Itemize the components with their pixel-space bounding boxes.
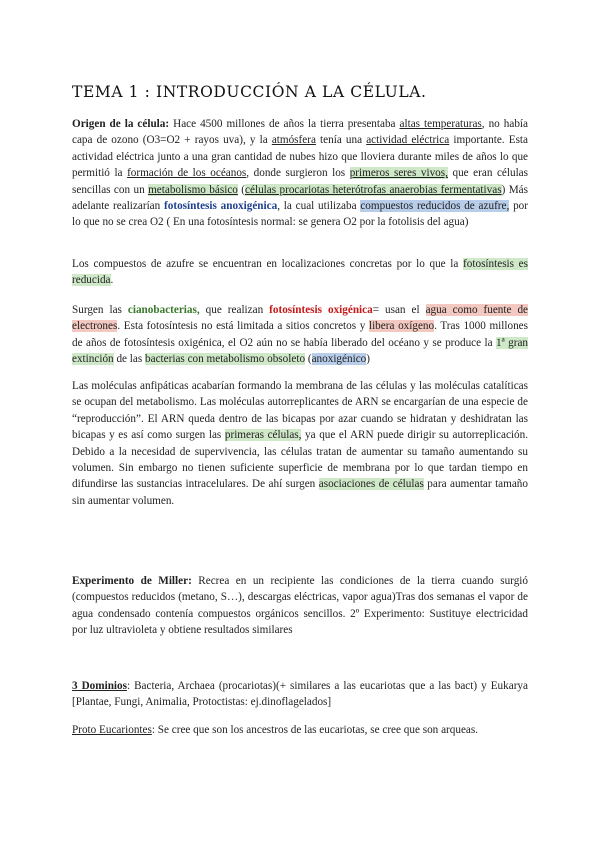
highlight-red-text: fotosíntesis oxigénica <box>269 304 373 316</box>
underlined-term: atmósfera <box>271 134 316 147</box>
section-label: Proto Eucariontes <box>72 724 152 736</box>
highlight-green: primeros seres vivos, <box>349 167 448 180</box>
text: ( <box>305 353 312 366</box>
text: por lo que no se crea O2 ( En una fotosíntesis normal: se genera O2 por la fotolisis del agua) <box>72 200 528 229</box>
highlight-green: células procariotas heterótrofas anaerobias fermentativas <box>245 183 502 196</box>
text: . <box>110 274 114 287</box>
text: ( <box>237 183 246 196</box>
text: . Tras 1000 millones de años de fotosíntesis oxigénica, el O2 aún no se había liberado del océano y se produce la <box>72 320 528 349</box>
text: , la cual utilizaba <box>277 200 361 213</box>
text: Surgen las <box>72 304 128 316</box>
text: que realizan <box>199 304 270 316</box>
text: , donde surgieron los <box>246 167 350 180</box>
text: importante. Esta actividad eléctrica junto a una gran cantidad de nubes hizo que lloviera durante miles de años lo que permitió la <box>72 134 528 180</box>
section-label: Origen de la célula: <box>72 118 170 130</box>
highlight-green: fotosíntesis es reducida <box>72 258 528 287</box>
highlight-green: primeras células, <box>224 429 302 442</box>
underlined-term: formación de los océanos <box>127 167 247 180</box>
paragraph-dominios <box>72 678 528 711</box>
paragraph-origen <box>72 116 528 231</box>
text: : Se cree que son los ancestros de las eucariotas, se cree que son arqueas. <box>151 724 479 736</box>
page-title: TEMA 1 : INTRODUCCIÓN A LA CÉLULA. <box>72 83 427 101</box>
paragraph-miller <box>72 573 528 639</box>
paragraph-proto-eucariontes <box>72 722 528 738</box>
highlight-red: libera oxígeno <box>368 320 435 333</box>
highlight-green-text: cianobacterias, <box>127 304 200 316</box>
highlight-green: bacterias con metabolismo obsoleto <box>145 353 306 366</box>
text: Hace 4500 millones de años la tierra presentaba <box>169 118 400 130</box>
highlight-green: asociaciones de células <box>318 478 424 491</box>
text: = usan el <box>372 304 426 316</box>
text: de las <box>113 353 146 366</box>
highlight-red: agua como fuente de electrones <box>72 304 529 333</box>
text: , no había capa de ozono (O3=O2 + rayos uva), y la <box>72 118 528 147</box>
section-label: 3 Dominios <box>72 680 127 692</box>
text: para aumentar tamaño sin aumentar volumen. <box>72 478 528 507</box>
text: ya que el ARN puede dirigir su autorreplicación. Debido a la necesidad de supervivencia, las células tratan de aumentar su tamaño aumentando su volumen. Sin embargo no tienen suficiente superficie de membrana por lo que tardan tiempo en difundirse las sustancias intracelulares. De ahí surgen <box>72 429 529 491</box>
paragraph-cianobacterias <box>72 302 528 368</box>
highlight-green: 1ª gran extinción <box>72 336 529 366</box>
underlined-term: actividad eléctrica <box>366 134 450 147</box>
text: Las moléculas anfipáticas acabarían formando la membrana de las células y las moléculas catalíticas se ocupan del metabolismo. Las moléculas autorreplicantes de ARN se encargarían de una especie de “reproducción”. El ARN queda dentro de las bicapas por azar cuando se hidratan y deshidratan las bicapas y es así como surgen las <box>72 380 528 442</box>
paragraph-moleculas <box>72 378 528 509</box>
text: ) Más adelante realizarían <box>72 183 528 213</box>
highlight-blue: anoxigénico <box>311 353 367 366</box>
text: : Bacteria, Archaea (procariotas)(+ similares a las eucariotas que a las bact) y Eukarya [Plantae, Fungi, Animalia, Protoctistas: ej.dinoflagelados] <box>72 680 528 709</box>
highlight-blue-text: fotosíntesis anoxigénica <box>164 200 278 213</box>
text: tenía una <box>315 134 367 147</box>
text: . Esta fotosíntesis no está limitada a sitios concretos y <box>117 320 369 333</box>
paragraph-azufre <box>72 256 528 289</box>
text: Recrea en un recipiente las condiciones de la tierra cuando surgió (compuestos reducidos (metano, S…), descargas eléctricas, vapor agua)Tras dos semanas el vapor de agua condensado contenía compuestos orgánicos sencillos. 2º Experimento: Sustituye electricidad por luz ultravioleta y obtiene resultados similares <box>72 575 528 637</box>
highlight-blue: compuestos reducidos de azufre, <box>360 200 510 213</box>
highlight-green: metabolismo básico <box>148 183 238 196</box>
text: que eran células sencillas con un <box>72 167 529 196</box>
text: ) <box>366 353 370 366</box>
section-label: Experimento de Miller: <box>72 575 192 587</box>
underlined-term: altas temperaturas <box>399 118 482 130</box>
text: Los compuestos de azufre se encuentran en localizaciones concretas por lo que la <box>72 258 464 270</box>
